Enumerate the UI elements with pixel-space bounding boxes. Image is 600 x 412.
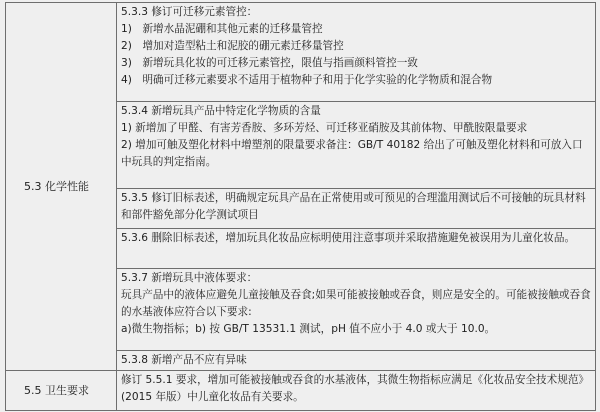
clause-5-3-5 <box>117 189 596 229</box>
clause-item: 5.3.8 新增产品不应有异味 <box>121 354 247 366</box>
section-label-hygiene: 5.5 卫生要求 <box>6 371 117 411</box>
clause-heading: 5.3.7 新增玩具中液体要求： <box>121 272 258 284</box>
clause-5-3-7 <box>117 269 596 351</box>
clause-heading: 5.3.4 新增玩具产品中特定化学物质的含量 <box>121 105 321 117</box>
clause-item: 5.3.5 修订旧标表述，明确规定玩具产品在正常使用或可预见的合理滥用测试后不可接触的玩具材料和部件豁免部分化学测试项目 <box>121 192 586 221</box>
clause-item: 2) 增加可触及塑化材料中增塑剂的限量要求备注：GB/T 40182 给出了可触及塑化材料和可放入口中玩具的判定指南。 <box>121 139 583 168</box>
clause-5-3-4 <box>117 102 596 189</box>
clause-item: 3) 新增玩具化妆的可迁移元素管控，限值与指画颜料管控一致 <box>121 57 418 69</box>
clause-item: 修订 5.5.1 要求，增加可能被接触或吞食的水基液体，其微生物指标应满足《化妆品安全技术规范》(2015 年版）中儿童化妆品有关要求。 <box>121 374 590 403</box>
standard-changes-table <box>5 2 596 411</box>
clause-5-3-8 <box>117 351 596 371</box>
clause-5-3-6 <box>117 229 596 269</box>
clause-item: a)微生物指标；b) 按 GB/T 13531.1 测试，pH 值不应小于 4.0 或大于 10.0。 <box>121 323 496 335</box>
clause-item: 4) 明确可迁移元素要求不适用于植物种子和用于化学实验的化学物质和混合物 <box>121 74 493 86</box>
clause-item: 2) 增加对造型粘土和泥胶的硼元素迁移量管控 <box>121 40 344 52</box>
clause-item: 1) 新增水晶泥硼和其他元素的迁移量管控 <box>121 23 323 35</box>
section-label-chemical: 5.3 化学性能 <box>6 3 117 371</box>
clause-heading: 5.3.3 修订可迁移元素管控： <box>121 6 258 18</box>
clause-item: 5.3.6 删除旧标表述，增加玩具化妆品应标明使用注意事项并采取措施避免被误用为儿童化妆品。 <box>121 232 576 244</box>
clause-item: 玩具产品中的液体应避免儿童接触及吞食;如果可能被接触或吞食，则应是安全的。可能被接触或吞食的水基液体应符合以下要求: <box>121 289 591 318</box>
table-row <box>6 3 596 102</box>
clause-5-3-3 <box>117 3 596 102</box>
clause-5-5-1 <box>117 371 596 411</box>
table-row <box>6 371 596 411</box>
clause-item: 1) 新增加了甲醛、有害芳香胺、多环芳烃、可迁移亚硝胺及其前体物、甲酰胺限量要求 <box>121 122 528 134</box>
